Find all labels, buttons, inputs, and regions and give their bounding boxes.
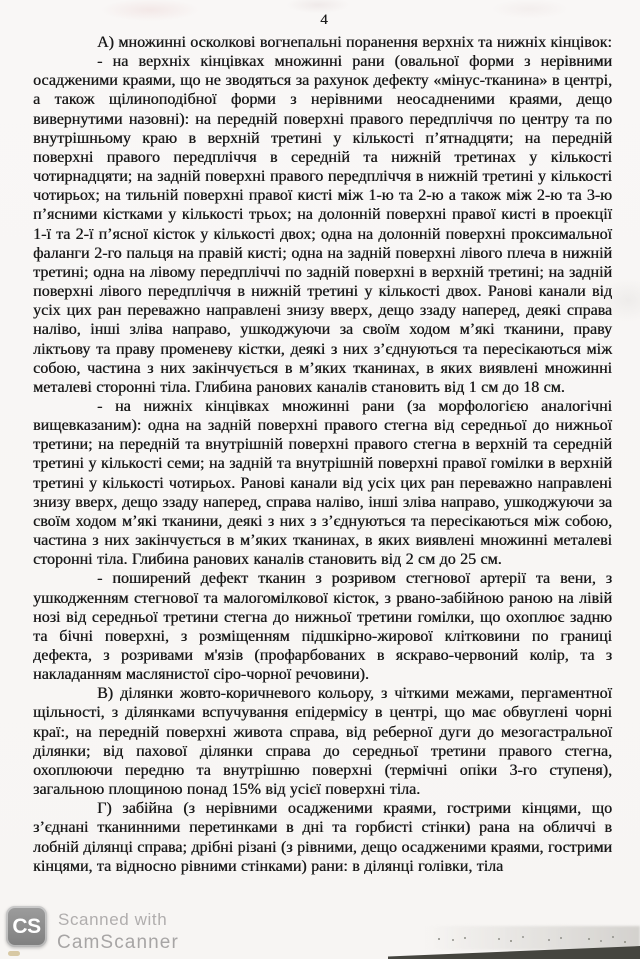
corner-speck — [8, 951, 20, 956]
camscanner-logo-icon: CS — [6, 906, 47, 947]
paragraph-tissue-defect: - поширений дефект тканин з розривом стегнової артерії та вени, з ушкодженням стегнової та малогомілкової кісток, з рвано-забійною раною на лівій нозі від середньої третини стегна до нижньої третини гомілки, що охоплює задню та бічні поверхні, з розміщенням підшкірно-жирової клітковини по границі дефекта, з розривами м'язів (профарбованих в яскраво-червоний колір, та з накладанням маслянистої сіро-чорної речовини). — [33, 570, 612, 684]
watermark-scanned-with: Scanned with — [58, 910, 168, 929]
paragraph-g: Г) забійна (з нерівними осадженими краями, гострими кінцями, що з’єднані тканинними перетинками в дні та горбисті стінки) рана на обличчі в лобній ділянці справа; дрібні різані (з рівними, дещо осадженими краями, гострими кінцями, та відносно рівними стінками) рани: в ділянці голівки, тіла — [33, 800, 612, 875]
paragraph-a: А) множинні осколкові вогнепальні поранення верхніх та нижніх кінцівок: — [97, 34, 612, 51]
scan-noise-specks — [438, 938, 440, 940]
document-body — [33, 33, 612, 876]
page-number: 4 — [320, 12, 328, 28]
paragraph-v: В) ділянки жовто-коричневого кольору, з чіткими межами, пергаментної щільності, з ділянками вспучування епідермісу в центрі, що має обвуглені чорні краї:, на передній поверхні живота справа, від реберної дуги до мезогастральної ділянки; від пахової ділянки справа до середньої третини правого стегна, охоплюючи передню та внутрішню поверхні (термічні опіки 3-го ступеня), загальною площиною понад 15% від усієї поверхні тіла. — [33, 685, 612, 799]
paragraph-upper-limbs: - на верхніх кінцівках множинні рани (овальної форми з нерівними осадженими краями, що не зводяться за рахунок дефекту «мінус-тканина» в центрі, а також щілиноподібної форми з нерівними неосадненими краями, дещо вивернутими назовні): на передній поверхні правого передпліччя по центру та по внутрішньому краю в верхній третині у кількості п’ятнадцяти; на передній поверхні правого передпліччя в середній та нижній третинах у кількості чотирнадцяти; на задній поверхні правого передпліччя в нижній третині у кількості чотирьох; на тильній поверхні правої кисті між 1-ю та 2-ю а також між 2-ю та 3-ю п’ясними кістками у кількості трьох; на долонній поверхні правої кисті в проекції 1-ї та 2-ї п’ясної кісток у кількості двох; одна на долонній поверхні проксимальної фаланги 2-го пальця на правій кисті; одна на задній поверхні лівого плеча в нижній третині; одна на лівому передпліччі по задній поверхні в верхній третині; на задній поверхні лівого передпліччя в нижній третині у кількості двох. Ранові канали від усіх цих ран переважно направлені знизу вверх, дещо ззаду наперед, деякі справа наліво, інші зліва направо, ушкоджуючи за своїм ходом м’які тканини, праву ліктьову та праву променеву кістки, деякі з них з’єднуються та пересікаються між собою, частина з них закінчується в м’яких тканинах, в яких виявлені множинні металеві сторонні тіла. Глибина ранових каналів становить від 1 см до 18 см. — [33, 53, 612, 396]
paragraph-lower-limbs: - на нижніх кінцівках множинні рани (за морфологією аналогічні вищевказаним): одна на задній поверхні правого стегна від середньої до нижньої третини; на передній та внутрішній поверхні правого стегна в верхній та середній третині у кількості семи; на задній та внутрішній поверхні правої гомілки в верхній третині у кількості чотирьох. Ранові канали від усіх цих ран переважно направлені знизу вверх, дещо ззаду наперед, справа наліво, інші зліва направо, ушкоджуючи за своїм ходом м’які тканини, деякі з них з з’єднуються та пересікаються між собою, частина з них закінчується в м’яких тканинах, в яких виявлені множинні металеві сторонні тіла. Глибина ранових каналів становить від 2 см до 25 см. — [33, 397, 612, 569]
scan-edge-glow — [425, 926, 640, 950]
watermark-camscanner: CamScanner — [57, 932, 179, 953]
